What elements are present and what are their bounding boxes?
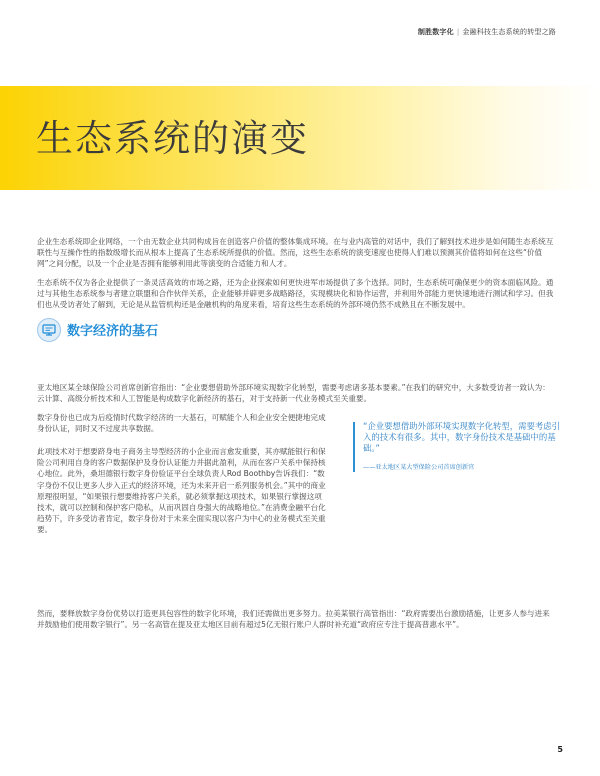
quote-attribution: ——亚太地区某大型保险公司首席创新官 [363,464,475,471]
page-title: 生态系统的演变 [36,117,309,160]
paragraph-intro: 企业生态系统即企业网络，一个由无数企业共同构成旨在创造客户价值的整体集成环境。在与业内高管的对话中，我们了解到技术进步是如何随生态系统互联性与互操作性的指数级增长而从根本上提高了生态系统所提供的价值。然而，这些生态系统的演变速度也使得人们难以预测其价值将如何在这些“价值网”之间分配，以及一个企业是否拥有能够利用此等演变的合适能力和人才。 [37,237,554,269]
header-brand: 制胜数字化 [417,28,454,36]
paragraph-inclusion: 然而，要释放数字身份优势以打造更具包容性的数字化环境，我们还需做出更多努力。拉美某银行高管指出：“政府需要出台激励措施，让更多人参与进来并鼓励他们使用数字银行”。另一名高管在提及亚太地区目前有超过5亿无银行账户人群时补充道“政府应专注于提高普惠水平”。 [37,609,550,630]
header-separator: | [456,28,460,36]
digital-screen-icon [37,318,61,342]
paragraph-digital-identity: 数字身份也已成为后疫情时代数字经济的一大基石，可赋能个人和企业安全便捷地完成身份认证，同时又不过度共享数据。 [37,413,326,434]
section-title: 数字经济的基石 [67,324,159,339]
section-header [37,318,337,342]
page-number: 5 [557,745,563,754]
quote-accent-bar [353,422,355,472]
header-subtitle: 金融科技生态系统的转型之路 [462,28,556,36]
running-header [418,27,556,37]
pull-quote [353,419,567,473]
paragraph-foundations: 亚太地区某全球保险公司首席创新官指出：“企业要想借助外部环境实现数字化转型，需要考虑诸多基本要素。”在我们的研究中，大多数受访者一致认为：云计算、高级分析技术和人工智能是构成数字化新经济的基石，对于支持新一代业务模式至关重要。 [37,383,550,404]
quote-text: “企业要想借助外部环境实现数字化转型，需要考虑引入的技术有很多。其中，数字身份技术是基础中的基础。” [363,421,560,453]
paragraph-identity-business: 此项技术对于想要跻身电子商务主导型经济的小企业而言愈发重要，其亦赋能银行和保险公司利用自身的客户数据保护及身份认证能力并据此盈利，从而在客户关系中保持核心地位。此外，桑坦德银行数字身份验证平台全球负责人Rod Boothby告诉我们：“数字身份不仅让更多人步入正式的经济环境，还为未来开启一系列服务机会。”其中的商业原理很明显，“如果银行想要维持客户关系，就必须掌握这项技术，如果银行掌握这项技术，就可以控制和保护客户隐私，从而巩固自身强大的战略地位。”在消费金融平台化趋势下，许多受访者肯定，数字身份对于未来全面实现以客户为中心的业务模式至关重要。 [37,447,326,535]
paragraph-ecosystem-benefits: 生态系统不仅为各企业提供了一条灵活高效的市场之路，还为企业探索如何更快进军市场提供了多个选择。同时，生态系统可确保更少的资本面临风险。通过与其他生态系统参与者建立联盟和合作伙伴关系，企业能够并辟更多战略路径，实现模块化和协作运营，并利用外部能力更快速地进行测试和学习。但我们也从受访者处了解到，无论是从监管机构还是金融机构的角度来看，培育这些生态系统的外部环境仍然不成熟且在不断发展中。 [37,278,554,310]
